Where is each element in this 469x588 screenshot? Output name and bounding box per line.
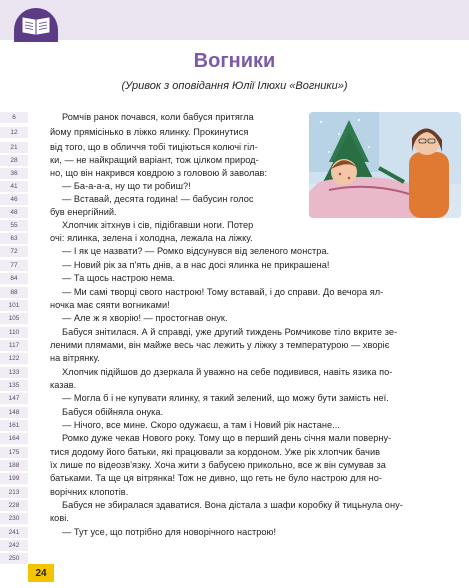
line-number: 122 (0, 353, 28, 364)
line-number: 250 (0, 553, 28, 564)
page-title: Вогники (193, 50, 276, 72)
text-line: Бабуся обійняла онука. (62, 407, 164, 417)
page-number: 24 (28, 564, 54, 582)
line-number: 228 (0, 500, 28, 511)
line-number: 72 (0, 246, 28, 257)
line-number: 77 (0, 260, 28, 271)
line-number: 242 (0, 540, 28, 551)
text-line: леними плямами, він майже весь час лежить у ліжку з температурою — хворіє (50, 340, 390, 350)
text-line: — Нічого, все мине. Скоро одужаєш, а там і Новий рік настане... (62, 420, 340, 430)
line-number: 147 (0, 393, 28, 404)
text-line: ки, — не найкращий варіант, тож цілком природ- (50, 155, 259, 165)
line-number: 213 (0, 487, 28, 498)
line-number: 21 (0, 142, 28, 153)
story-illustration (309, 112, 461, 218)
line-number: 28 (0, 155, 28, 166)
line-number-column (0, 0, 28, 588)
line-number: 199 (0, 473, 28, 484)
line-number: 133 (0, 367, 28, 378)
line-number: 164 (0, 433, 28, 444)
line-number: 110 (0, 327, 28, 338)
text-line: — Тут усе, що потрібно для новорічного настрою! (62, 527, 277, 537)
text-line: Бабуся знітилася. А й справді, уже другий тиждень Ромчикове тіло вкрите зе- (62, 327, 398, 337)
line-number: 188 (0, 460, 28, 471)
line-number: 36 (0, 168, 28, 179)
line-number: 117 (0, 340, 28, 351)
line-number: 135 (0, 380, 28, 391)
line-number: 6 (0, 112, 28, 123)
text-line: — Але ж я хворію! — простогнав онук. (62, 313, 228, 323)
text-line: — Новий рік за п'ять днів, а в нас досі ялинка не прикрашена! (62, 260, 330, 270)
text-line: Хлопчик підійшов до дзеркала й уважно на себе подивився, навіть язика по- (62, 367, 393, 377)
text-line: Ромчів ранок почався, коли бабуся притягла (62, 112, 254, 122)
line-number: 55 (0, 220, 28, 231)
line-number: 105 (0, 313, 28, 324)
line-number: 88 (0, 287, 28, 298)
text-line: Бабуся не збиралася здаватися. Вона дістала з шафи коробку й тицьнула ону- (62, 500, 403, 510)
text-line: від того, що в обличчя тобі тиціються колючі гіл- (50, 142, 258, 152)
line-number: 48 (0, 207, 28, 218)
line-number: 12 (0, 127, 28, 138)
line-number: 84 (0, 273, 28, 284)
line-number: 230 (0, 513, 28, 524)
text-line: їх лише по відеозв'язку. Хоча жити з бабусею прикольно, все ж він сумував за (50, 460, 386, 470)
text-line: казав. (50, 380, 77, 390)
text-line: — Ми самі творці свого настрою! Тому вставай, і до справи. До вечора ял- (62, 287, 384, 297)
text-line: Хлопчик зітхнув і сів, підібгавши ноги. Потер (62, 220, 254, 230)
text-line: Ромко дуже чекав Нового року. Тому що в перший день січня мали поверну- (62, 433, 392, 443)
text-line: був енергійний. (50, 207, 117, 217)
header-band (0, 0, 469, 40)
text-line: кові. (50, 513, 69, 523)
line-number: 148 (0, 407, 28, 418)
text-line: — Та щось настрою нема. (62, 273, 176, 283)
text-line: — І як це назвати? — Ромко відсунувся від зеленого монстра. (62, 246, 330, 256)
text-line: ворічних клопотів. (50, 487, 129, 497)
text-line: тися додому його батьки, які працювали за кордоном. Уже рік хлопчик бачив (50, 447, 381, 457)
line-number: 175 (0, 447, 28, 458)
text-line: — Вставай, десята година! — бабусин голос (62, 194, 254, 204)
text-line: йому прямісінько в ліжко ялинку. Прокинутися (50, 127, 249, 137)
text-line: батьками. Та ще ця вітрянка! Тож не дивно, що геть не було настрою для но- (50, 473, 382, 483)
page-subtitle: (Уривок з оповідання Юлії Ілюхи «Вогники») (121, 80, 348, 92)
line-number: 63 (0, 233, 28, 244)
text-line: — Могла б і не купувати ялинку, я такий зелений, що можу бути замість неї. (62, 393, 389, 403)
line-number: 161 (0, 420, 28, 431)
text-line: но, що він накрився ковдрою з головою й заволав: (50, 168, 268, 178)
text-line: — Ба-а-а-а, ну що ти робиш?! (62, 181, 191, 191)
text-line: очі: ялинка, зелена і холодна, лежала на ліжку. (50, 233, 253, 243)
line-number: 241 (0, 527, 28, 538)
text-line: на вітрянку. (50, 353, 100, 363)
line-number: 41 (0, 181, 28, 192)
text-line: ночка має сяяти вогниками! (50, 300, 170, 310)
line-number: 46 (0, 194, 28, 205)
line-number: 101 (0, 300, 28, 311)
